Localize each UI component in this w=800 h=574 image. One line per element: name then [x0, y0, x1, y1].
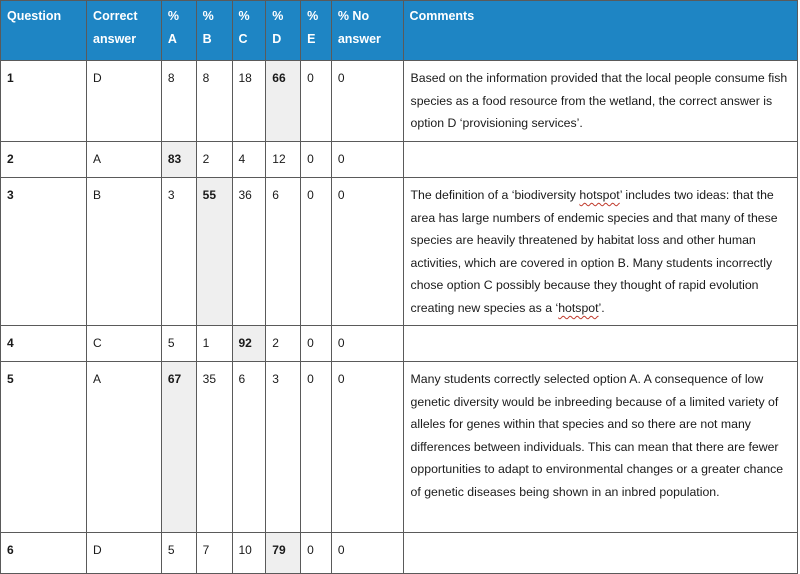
percent-no-answer: 0: [331, 362, 403, 533]
percent-b: 8: [196, 61, 232, 142]
percent-b: 2: [196, 142, 232, 178]
percent-a: 83: [161, 142, 196, 178]
comment: Based on the information provided that the local people consume fish species as a food resource from the wetland, the correct answer is option D ‘provisioning services’.: [403, 61, 797, 142]
header-percent-d: % D: [266, 1, 301, 61]
table-row: [1, 533, 798, 574]
header-comments: Comments: [403, 1, 797, 61]
percent-no-answer: 0: [331, 178, 403, 326]
percent-no-answer: 0: [331, 533, 403, 574]
header-row: [1, 1, 798, 61]
table-row: [1, 61, 798, 142]
correct-answer: C: [87, 326, 162, 362]
percent-e: 0: [301, 326, 332, 362]
question-number: 2: [1, 142, 87, 178]
header-percent-b: % B: [196, 1, 232, 61]
header-percent-e: % E: [301, 1, 332, 61]
percent-c: 18: [232, 61, 266, 142]
percent-b: 7: [196, 533, 232, 574]
percent-d: 6: [266, 178, 301, 326]
percent-a: 67: [161, 362, 196, 533]
percent-c: 36: [232, 178, 266, 326]
table-row: [1, 142, 798, 178]
percent-d: 79: [266, 533, 301, 574]
table-row: [1, 178, 798, 326]
correct-answer: D: [87, 533, 162, 574]
percent-e: 0: [301, 178, 332, 326]
header-percent-c: % C: [232, 1, 266, 61]
comment: The definition of a ‘biodiversity hotspot’ includes two ideas: that the area has large numbers of endemic species and that many of these species are heavily threatened by habitat loss and other human activities, which are covered in option B. Many students incorrectly chose option C possibly because they thought of rapid evolution creating new species as a ‘hotspot’.: [403, 178, 797, 326]
question-number: 3: [1, 178, 87, 326]
header-correct-answer: Correct answer: [87, 1, 162, 61]
percent-d: 12: [266, 142, 301, 178]
percent-e: 0: [301, 61, 332, 142]
percent-c: 6: [232, 362, 266, 533]
question-number: 6: [1, 533, 87, 574]
comment: [403, 142, 797, 178]
percent-c: 10: [232, 533, 266, 574]
percent-c: 4: [232, 142, 266, 178]
correct-answer: A: [87, 362, 162, 533]
percent-b: 55: [196, 178, 232, 326]
percent-d: 2: [266, 326, 301, 362]
header-no-answer: % No answer: [331, 1, 403, 61]
percent-e: 0: [301, 142, 332, 178]
percent-b: 1: [196, 326, 232, 362]
percent-b: 35: [196, 362, 232, 533]
percent-e: 0: [301, 533, 332, 574]
correct-answer: A: [87, 142, 162, 178]
percent-no-answer: 0: [331, 326, 403, 362]
percent-a: 5: [161, 326, 196, 362]
percent-d: 3: [266, 362, 301, 533]
percent-d: 66: [266, 61, 301, 142]
percent-a: 5: [161, 533, 196, 574]
percent-c: 92: [232, 326, 266, 362]
question-number: 1: [1, 61, 87, 142]
table-row: [1, 326, 798, 362]
percent-a: 8: [161, 61, 196, 142]
comment: Many students correctly selected option A. A consequence of low genetic diversity would be inbreeding because of a limited variety of alleles for genes within that species and so there are not many differences between individuals. This can mean that there are fewer opportunities to adapt to environmental changes or a greater chance of genetic diseases being shown in an inbred population.: [403, 362, 797, 533]
comment: [403, 326, 797, 362]
question-number: 5: [1, 362, 87, 533]
table-row: [1, 362, 798, 533]
percent-a: 3: [161, 178, 196, 326]
comment: [403, 533, 797, 574]
percent-e: 0: [301, 362, 332, 533]
percent-no-answer: 0: [331, 142, 403, 178]
question-number: 4: [1, 326, 87, 362]
header-question: Question: [1, 1, 87, 61]
header-percent-a: % A: [161, 1, 196, 61]
correct-answer: D: [87, 61, 162, 142]
percent-no-answer: 0: [331, 61, 403, 142]
correct-answer: B: [87, 178, 162, 326]
